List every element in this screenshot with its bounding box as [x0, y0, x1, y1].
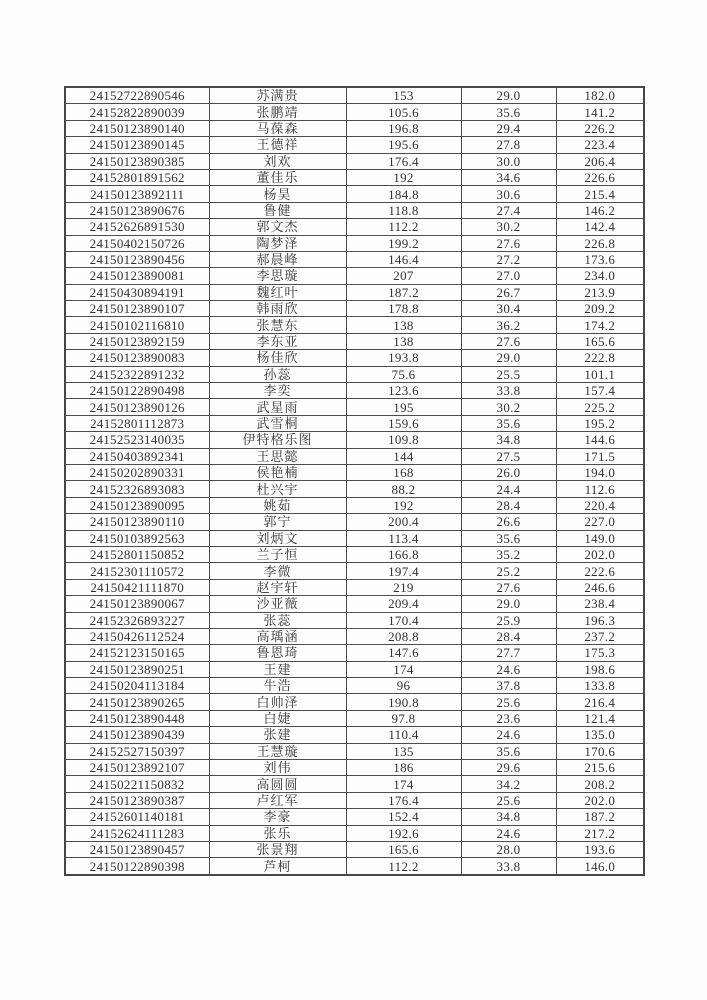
cell-name: 郝晨峰 — [209, 251, 346, 267]
table-row — [65, 399, 644, 415]
cell-written-score: 109.8 — [346, 432, 461, 448]
table-row — [65, 219, 644, 235]
cell-total-score: 226.6 — [556, 169, 644, 185]
cell-interview-score: 33.8 — [461, 858, 556, 875]
table-row — [65, 563, 644, 579]
table-row — [65, 333, 644, 349]
cell-name: 鲁健 — [209, 202, 346, 218]
cell-exam-id: 24152626891530 — [65, 219, 209, 235]
cell-interview-score: 28.4 — [461, 497, 556, 513]
cell-interview-score: 35.6 — [461, 104, 556, 120]
cell-interview-score: 29.6 — [461, 760, 556, 776]
cell-exam-id: 24152822890039 — [65, 104, 209, 120]
table-row — [65, 514, 644, 530]
cell-interview-score: 27.6 — [461, 235, 556, 251]
cell-total-score: 209.2 — [556, 301, 644, 317]
cell-interview-score: 30.2 — [461, 219, 556, 235]
cell-interview-score: 27.6 — [461, 333, 556, 349]
table-row — [65, 301, 644, 317]
cell-total-score: 135.0 — [556, 727, 644, 743]
cell-exam-id: 24150123892111 — [65, 186, 209, 202]
cell-written-score: 112.2 — [346, 858, 461, 875]
cell-written-score: 147.6 — [346, 645, 461, 661]
cell-written-score: 199.2 — [346, 235, 461, 251]
cell-written-score: 165.6 — [346, 841, 461, 857]
table-row — [65, 235, 644, 251]
cell-total-score: 174.2 — [556, 317, 644, 333]
cell-written-score: 192 — [346, 169, 461, 185]
table-row — [65, 169, 644, 185]
cell-exam-id: 24150123890385 — [65, 153, 209, 169]
table-row — [65, 792, 644, 808]
cell-total-score: 216.4 — [556, 694, 644, 710]
cell-total-score: 146.0 — [556, 858, 644, 875]
cell-interview-score: 27.0 — [461, 268, 556, 284]
cell-written-score: 168 — [346, 464, 461, 480]
cell-name: 兰子恒 — [209, 546, 346, 562]
cell-total-score: 238.4 — [556, 596, 644, 612]
cell-interview-score: 26.7 — [461, 284, 556, 300]
cell-name: 董佳乐 — [209, 169, 346, 185]
cell-name: 李思璇 — [209, 268, 346, 284]
cell-interview-score: 30.6 — [461, 186, 556, 202]
cell-interview-score: 25.2 — [461, 563, 556, 579]
cell-name: 张蕊 — [209, 612, 346, 628]
cell-written-score: 200.4 — [346, 514, 461, 530]
cell-total-score: 157.4 — [556, 383, 644, 399]
table-row — [65, 809, 644, 825]
cell-interview-score: 35.6 — [461, 415, 556, 431]
cell-total-score: 223.4 — [556, 137, 644, 153]
cell-interview-score: 27.4 — [461, 202, 556, 218]
cell-name: 武雪桐 — [209, 415, 346, 431]
cell-name: 王建 — [209, 661, 346, 677]
cell-exam-id: 24150123890126 — [65, 399, 209, 415]
cell-total-score: 101.1 — [556, 366, 644, 382]
cell-exam-id: 24150123890081 — [65, 268, 209, 284]
cell-interview-score: 25.6 — [461, 694, 556, 710]
table-row — [65, 432, 644, 448]
cell-exam-id: 24150123890145 — [65, 137, 209, 153]
cell-written-score: 118.8 — [346, 202, 461, 218]
cell-exam-id: 24150402150726 — [65, 235, 209, 251]
cell-total-score: 187.2 — [556, 809, 644, 825]
cell-interview-score: 29.0 — [461, 87, 556, 104]
cell-total-score: 220.4 — [556, 497, 644, 513]
cell-exam-id: 24150123890676 — [65, 202, 209, 218]
table-row — [65, 268, 644, 284]
cell-name: 张乐 — [209, 825, 346, 841]
cell-total-score: 213.9 — [556, 284, 644, 300]
cell-total-score: 175.3 — [556, 645, 644, 661]
cell-written-score: 176.4 — [346, 153, 461, 169]
cell-exam-id: 24150123890387 — [65, 792, 209, 808]
table-row — [65, 153, 644, 169]
cell-name: 韩雨欣 — [209, 301, 346, 317]
cell-name: 郭文杰 — [209, 219, 346, 235]
cell-total-score: 144.6 — [556, 432, 644, 448]
cell-total-score: 149.0 — [556, 530, 644, 546]
cell-exam-id: 24150202890331 — [65, 464, 209, 480]
cell-name: 白帅泽 — [209, 694, 346, 710]
cell-written-score: 207 — [346, 268, 461, 284]
cell-written-score: 192 — [346, 497, 461, 513]
cell-total-score: 171.5 — [556, 448, 644, 464]
cell-written-score: 176.4 — [346, 792, 461, 808]
cell-interview-score: 30.2 — [461, 399, 556, 415]
table-row — [65, 317, 644, 333]
cell-interview-score: 29.0 — [461, 350, 556, 366]
cell-exam-id: 24150123890067 — [65, 596, 209, 612]
cell-interview-score: 24.6 — [461, 825, 556, 841]
cell-written-score: 208.8 — [346, 628, 461, 644]
cell-interview-score: 24.6 — [461, 661, 556, 677]
cell-exam-id: 24150123890439 — [65, 727, 209, 743]
table-row — [65, 743, 644, 759]
cell-exam-id: 24150123890107 — [65, 301, 209, 317]
cell-exam-id: 24152301110572 — [65, 563, 209, 579]
cell-written-score: 195 — [346, 399, 461, 415]
cell-exam-id: 24152123150165 — [65, 645, 209, 661]
cell-name: 牛浩 — [209, 678, 346, 694]
cell-total-score: 194.0 — [556, 464, 644, 480]
cell-name: 卢红军 — [209, 792, 346, 808]
cell-exam-id: 24150430894191 — [65, 284, 209, 300]
table-row — [65, 481, 644, 497]
cell-total-score: 170.6 — [556, 743, 644, 759]
cell-exam-id: 24150123890457 — [65, 841, 209, 857]
cell-total-score: 215.4 — [556, 186, 644, 202]
cell-name: 陶梦泽 — [209, 235, 346, 251]
table-row — [65, 841, 644, 857]
cell-written-score: 166.8 — [346, 546, 461, 562]
cell-exam-id: 24150123890265 — [65, 694, 209, 710]
cell-total-score: 226.8 — [556, 235, 644, 251]
cell-written-score: 88.2 — [346, 481, 461, 497]
cell-total-score: 173.6 — [556, 251, 644, 267]
cell-total-score: 217.2 — [556, 825, 644, 841]
cell-name: 张建 — [209, 727, 346, 743]
cell-interview-score: 34.8 — [461, 809, 556, 825]
cell-interview-score: 30.4 — [461, 301, 556, 317]
cell-name: 刘炳文 — [209, 530, 346, 546]
cell-total-score: 198.6 — [556, 661, 644, 677]
cell-written-score: 105.6 — [346, 104, 461, 120]
cell-exam-id: 24152624111283 — [65, 825, 209, 841]
cell-interview-score: 26.0 — [461, 464, 556, 480]
cell-written-score: 209.4 — [346, 596, 461, 612]
cell-name: 王德祥 — [209, 137, 346, 153]
cell-exam-id: 24152801891562 — [65, 169, 209, 185]
table-row — [65, 776, 644, 792]
table-row — [65, 186, 644, 202]
cell-exam-id: 24150123890448 — [65, 710, 209, 726]
cell-interview-score: 24.4 — [461, 481, 556, 497]
cell-total-score: 222.8 — [556, 350, 644, 366]
cell-exam-id: 24152326893227 — [65, 612, 209, 628]
cell-exam-id: 24152326893083 — [65, 481, 209, 497]
cell-name: 刘伟 — [209, 760, 346, 776]
cell-total-score: 146.2 — [556, 202, 644, 218]
cell-total-score: 225.2 — [556, 399, 644, 415]
table-row — [65, 727, 644, 743]
cell-written-score: 135 — [346, 743, 461, 759]
table-row — [65, 760, 644, 776]
cell-interview-score: 30.0 — [461, 153, 556, 169]
cell-exam-id: 24150426112524 — [65, 628, 209, 644]
table-row — [65, 87, 644, 104]
table-row — [65, 251, 644, 267]
cell-name: 张景翔 — [209, 841, 346, 857]
cell-interview-score: 34.6 — [461, 169, 556, 185]
table-row — [65, 284, 644, 300]
cell-total-score: 202.0 — [556, 546, 644, 562]
cell-exam-id: 24152527150397 — [65, 743, 209, 759]
cell-total-score: 206.4 — [556, 153, 644, 169]
table-row — [65, 710, 644, 726]
score-table-body — [65, 87, 644, 875]
cell-written-score: 123.6 — [346, 383, 461, 399]
table-row — [65, 366, 644, 382]
cell-name: 李奕 — [209, 383, 346, 399]
cell-name: 武星雨 — [209, 399, 346, 415]
cell-interview-score: 27.6 — [461, 579, 556, 595]
cell-name: 赵宇轩 — [209, 579, 346, 595]
cell-name: 姚茹 — [209, 497, 346, 513]
cell-written-score: 97.8 — [346, 710, 461, 726]
cell-exam-id: 24150123890456 — [65, 251, 209, 267]
cell-interview-score: 27.5 — [461, 448, 556, 464]
cell-total-score: 215.6 — [556, 760, 644, 776]
cell-written-score: 112.2 — [346, 219, 461, 235]
cell-written-score: 196.8 — [346, 120, 461, 136]
cell-name: 侯艳楠 — [209, 464, 346, 480]
cell-exam-id: 24150123890110 — [65, 514, 209, 530]
cell-written-score: 193.8 — [346, 350, 461, 366]
cell-total-score: 227.0 — [556, 514, 644, 530]
cell-name: 孙蕊 — [209, 366, 346, 382]
cell-total-score: 196.3 — [556, 612, 644, 628]
cell-interview-score: 29.4 — [461, 120, 556, 136]
table-row — [65, 202, 644, 218]
cell-interview-score: 29.0 — [461, 596, 556, 612]
cell-total-score: 202.0 — [556, 792, 644, 808]
table-row — [65, 579, 644, 595]
cell-exam-id: 24152601140181 — [65, 809, 209, 825]
cell-name: 魏红叶 — [209, 284, 346, 300]
cell-written-score: 192.6 — [346, 825, 461, 841]
cell-written-score: 170.4 — [346, 612, 461, 628]
cell-name: 高瑀涵 — [209, 628, 346, 644]
score-table — [64, 86, 645, 876]
cell-name: 马葆森 — [209, 120, 346, 136]
cell-total-score: 234.0 — [556, 268, 644, 284]
table-row — [65, 530, 644, 546]
table-row — [65, 497, 644, 513]
cell-written-score: 113.4 — [346, 530, 461, 546]
cell-total-score: 142.4 — [556, 219, 644, 235]
cell-written-score: 110.4 — [346, 727, 461, 743]
cell-name: 李东亚 — [209, 333, 346, 349]
cell-interview-score: 34.2 — [461, 776, 556, 792]
table-row — [65, 661, 644, 677]
table-row — [65, 448, 644, 464]
cell-interview-score: 28.4 — [461, 628, 556, 644]
table-row — [65, 596, 644, 612]
cell-interview-score: 27.2 — [461, 251, 556, 267]
cell-total-score: 121.4 — [556, 710, 644, 726]
cell-name: 郭宁 — [209, 514, 346, 530]
cell-exam-id: 24150122890498 — [65, 383, 209, 399]
cell-written-score: 219 — [346, 579, 461, 595]
cell-interview-score: 26.6 — [461, 514, 556, 530]
cell-total-score: 246.6 — [556, 579, 644, 595]
cell-interview-score: 28.0 — [461, 841, 556, 857]
cell-written-score: 187.2 — [346, 284, 461, 300]
cell-written-score: 178.8 — [346, 301, 461, 317]
cell-interview-score: 33.8 — [461, 383, 556, 399]
cell-name: 杨佳欣 — [209, 350, 346, 366]
cell-interview-score: 35.6 — [461, 530, 556, 546]
cell-written-score: 197.4 — [346, 563, 461, 579]
cell-written-score: 75.6 — [346, 366, 461, 382]
cell-total-score: 141.2 — [556, 104, 644, 120]
cell-written-score: 96 — [346, 678, 461, 694]
cell-written-score: 190.8 — [346, 694, 461, 710]
cell-exam-id: 24152801150852 — [65, 546, 209, 562]
cell-interview-score: 35.2 — [461, 546, 556, 562]
cell-exam-id: 24152722890546 — [65, 87, 209, 104]
cell-interview-score: 37.8 — [461, 678, 556, 694]
cell-interview-score: 23.6 — [461, 710, 556, 726]
table-row — [65, 120, 644, 136]
table-row — [65, 628, 644, 644]
cell-written-score: 153 — [346, 87, 461, 104]
table-row — [65, 678, 644, 694]
cell-exam-id: 24150204113184 — [65, 678, 209, 694]
cell-name: 张慧东 — [209, 317, 346, 333]
cell-name: 苏满贵 — [209, 87, 346, 104]
cell-exam-id: 24150102116810 — [65, 317, 209, 333]
cell-name: 白婕 — [209, 710, 346, 726]
cell-name: 沙亚薇 — [209, 596, 346, 612]
cell-exam-id: 24150421111870 — [65, 579, 209, 595]
table-row — [65, 645, 644, 661]
cell-name: 芦柯 — [209, 858, 346, 875]
cell-interview-score: 27.8 — [461, 137, 556, 153]
cell-written-score: 174 — [346, 661, 461, 677]
cell-name: 王思懿 — [209, 448, 346, 464]
table-row — [65, 415, 644, 431]
cell-exam-id: 24152523140035 — [65, 432, 209, 448]
cell-total-score: 195.2 — [556, 415, 644, 431]
cell-total-score: 165.6 — [556, 333, 644, 349]
cell-name: 刘欢 — [209, 153, 346, 169]
cell-total-score: 193.6 — [556, 841, 644, 857]
cell-interview-score: 34.8 — [461, 432, 556, 448]
table-row — [65, 137, 644, 153]
cell-name: 杨昊 — [209, 186, 346, 202]
cell-written-score: 174 — [346, 776, 461, 792]
cell-total-score: 208.2 — [556, 776, 644, 792]
cell-interview-score: 25.5 — [461, 366, 556, 382]
cell-written-score: 159.6 — [346, 415, 461, 431]
table-row — [65, 694, 644, 710]
cell-total-score: 222.6 — [556, 563, 644, 579]
cell-name: 鲁恩琦 — [209, 645, 346, 661]
table-row — [65, 464, 644, 480]
cell-written-score: 144 — [346, 448, 461, 464]
cell-exam-id: 24150103892563 — [65, 530, 209, 546]
table-row — [65, 104, 644, 120]
cell-written-score: 152.4 — [346, 809, 461, 825]
cell-total-score: 226.2 — [556, 120, 644, 136]
table-row — [65, 858, 644, 875]
table-row — [65, 350, 644, 366]
cell-exam-id: 24150123892159 — [65, 333, 209, 349]
cell-written-score: 138 — [346, 317, 461, 333]
table-row — [65, 383, 644, 399]
cell-interview-score: 25.9 — [461, 612, 556, 628]
cell-name: 张鹏靖 — [209, 104, 346, 120]
cell-written-score: 186 — [346, 760, 461, 776]
cell-exam-id: 24150403892341 — [65, 448, 209, 464]
cell-written-score: 146.4 — [346, 251, 461, 267]
table-row — [65, 612, 644, 628]
cell-exam-id: 24150123890095 — [65, 497, 209, 513]
cell-exam-id: 24150123890140 — [65, 120, 209, 136]
cell-interview-score: 25.6 — [461, 792, 556, 808]
cell-exam-id: 24152322891232 — [65, 366, 209, 382]
cell-total-score: 182.0 — [556, 87, 644, 104]
table-row — [65, 825, 644, 841]
cell-name: 李微 — [209, 563, 346, 579]
cell-name: 高圆圆 — [209, 776, 346, 792]
cell-exam-id: 24150221150832 — [65, 776, 209, 792]
cell-exam-id: 24150122890398 — [65, 858, 209, 875]
cell-interview-score: 36.2 — [461, 317, 556, 333]
cell-interview-score: 24.6 — [461, 727, 556, 743]
table-row — [65, 546, 644, 562]
cell-written-score: 195.6 — [346, 137, 461, 153]
cell-interview-score: 27.7 — [461, 645, 556, 661]
cell-interview-score: 35.6 — [461, 743, 556, 759]
cell-written-score: 184.8 — [346, 186, 461, 202]
cell-total-score: 133.8 — [556, 678, 644, 694]
cell-exam-id: 24150123890083 — [65, 350, 209, 366]
cell-exam-id: 24150123890251 — [65, 661, 209, 677]
cell-name: 伊特格乐图 — [209, 432, 346, 448]
cell-exam-id: 24152801112873 — [65, 415, 209, 431]
cell-total-score: 237.2 — [556, 628, 644, 644]
cell-name: 李豪 — [209, 809, 346, 825]
cell-exam-id: 24150123892107 — [65, 760, 209, 776]
cell-name: 杜兴宇 — [209, 481, 346, 497]
cell-written-score: 138 — [346, 333, 461, 349]
cell-total-score: 112.6 — [556, 481, 644, 497]
cell-name: 王慧璇 — [209, 743, 346, 759]
